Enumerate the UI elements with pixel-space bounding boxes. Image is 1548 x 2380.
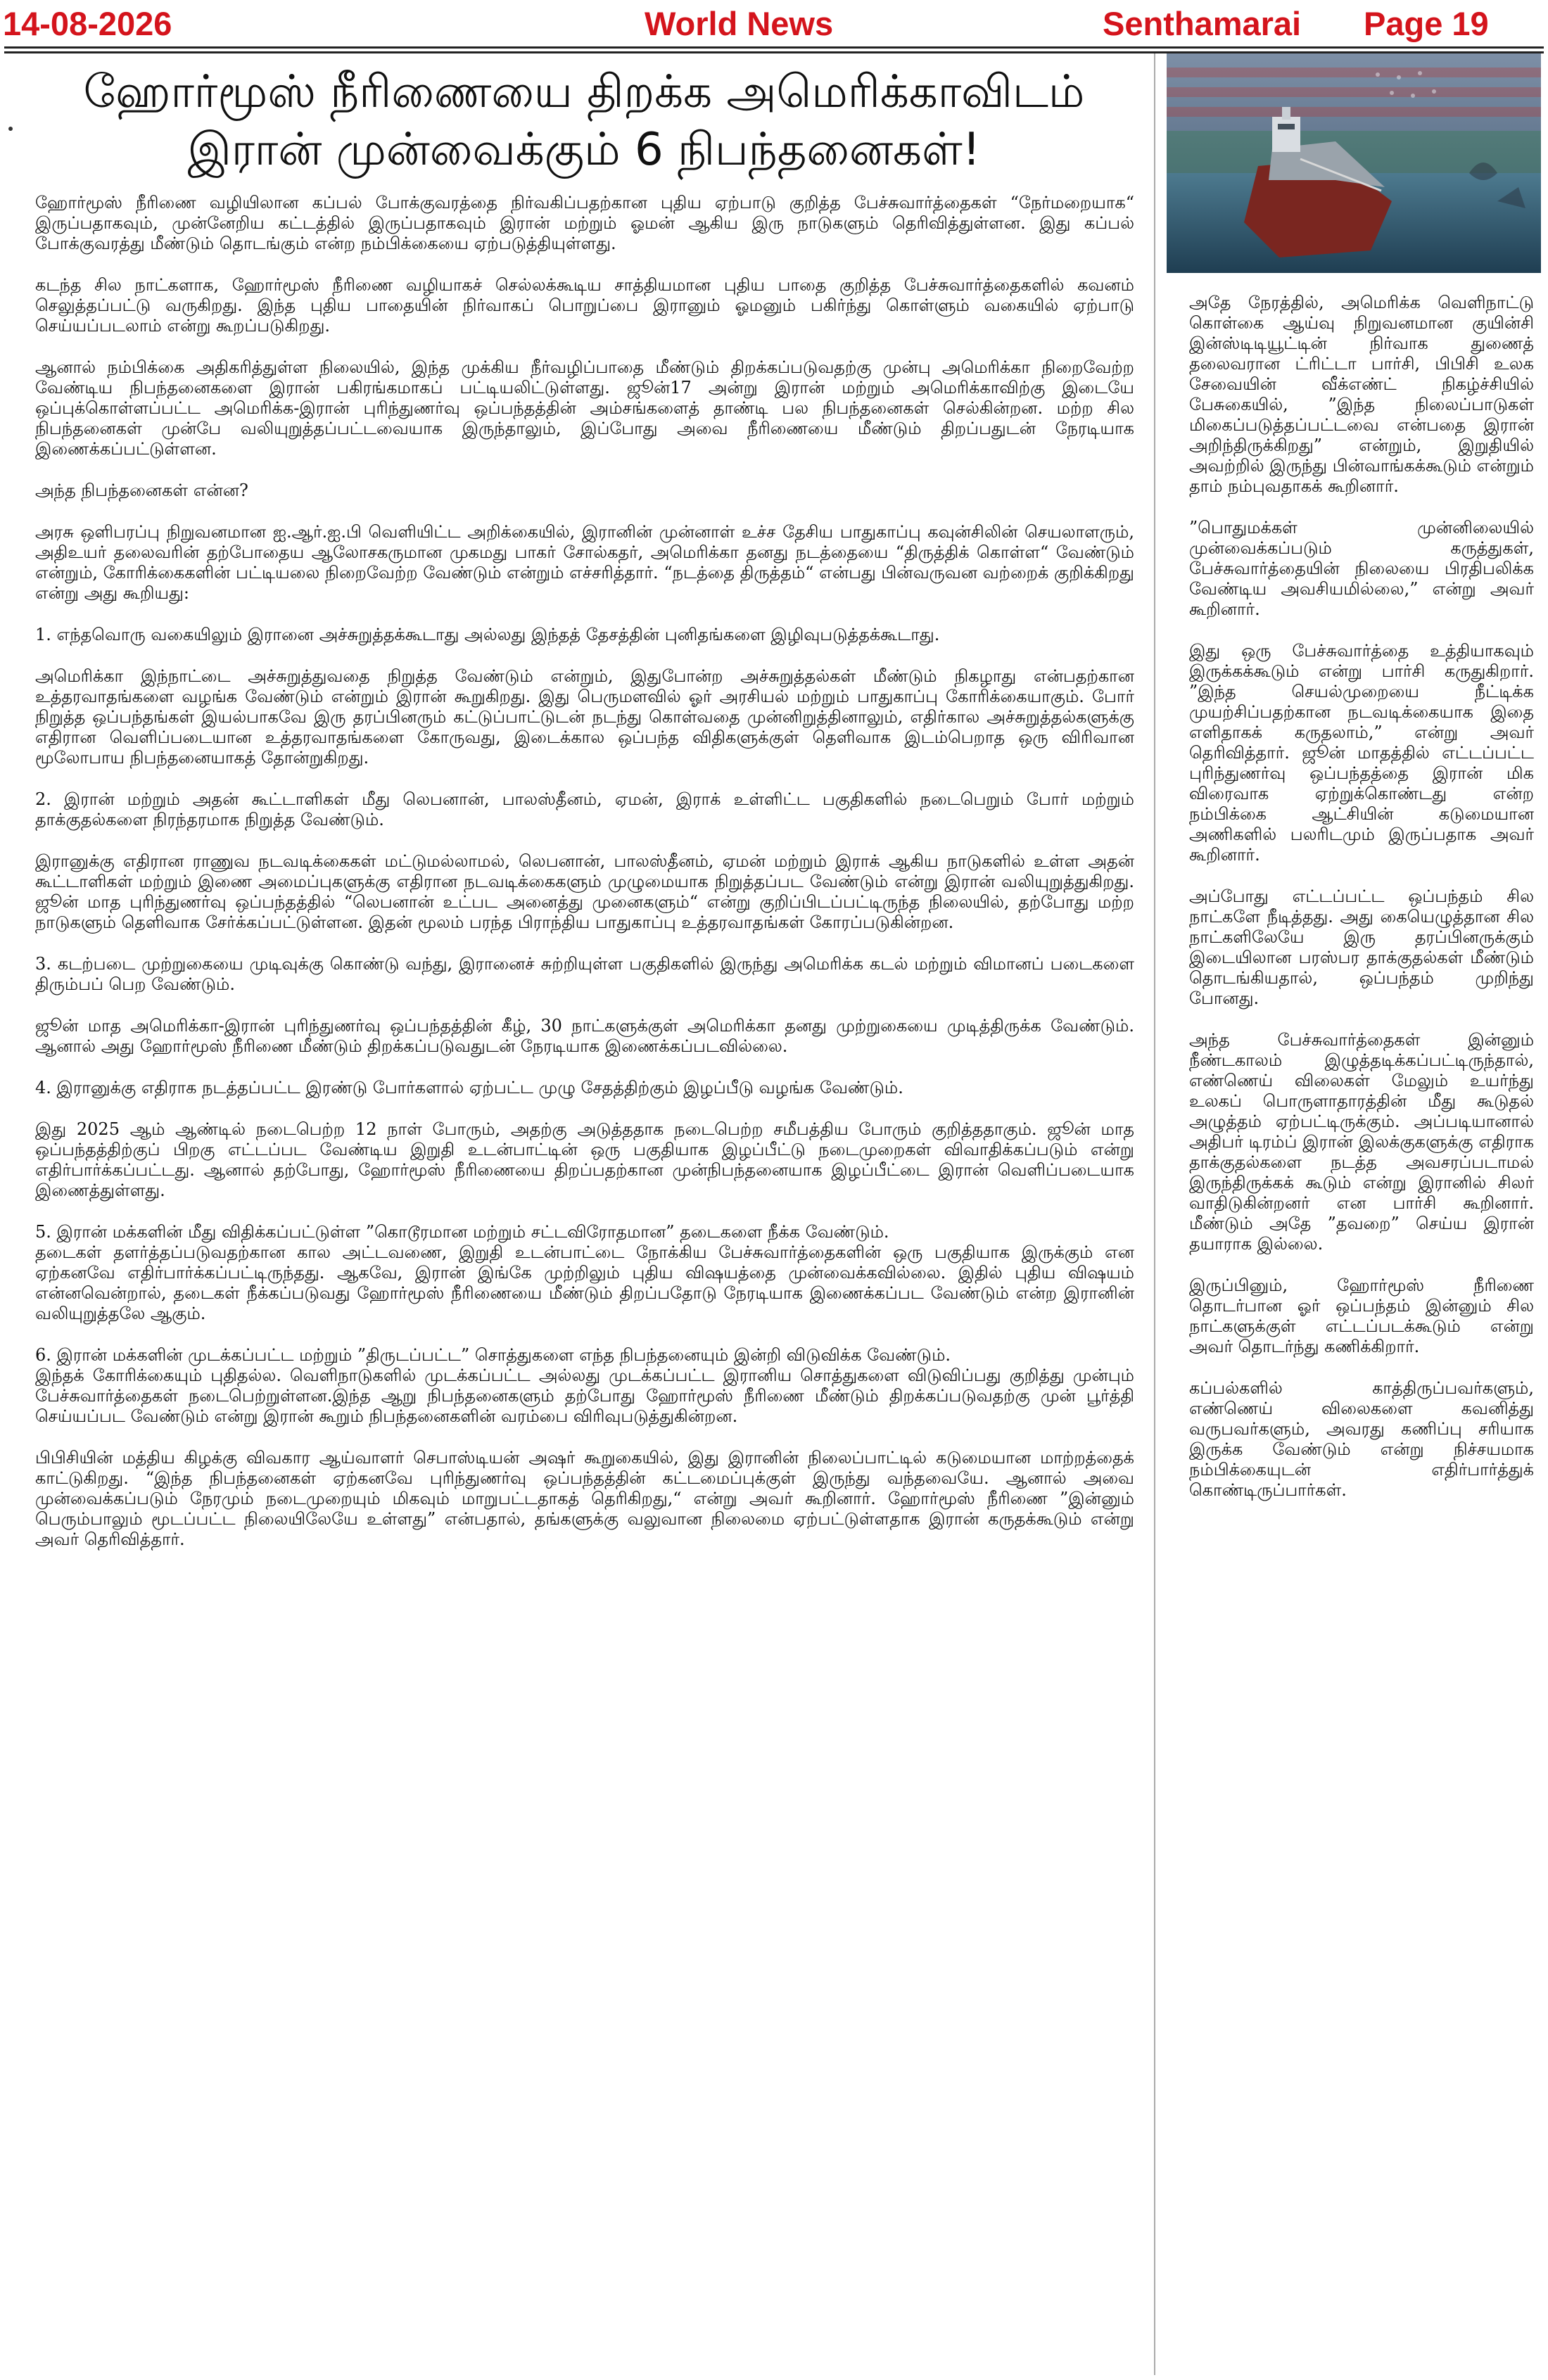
article-paragraph: பிபிசியின் மத்திய கிழக்கு விவகார ஆய்வாளர் செபாஸ்டியன் அஷர் கூறுகையில், இது இரானின் நிலைப்பாட்டில் கடுமையான மாற்றத்தைக் காட்டுகிறது. “இந்த நிபந்தனைகள் ஏற்கனவே புரிந்துணர்வு ஒப்பந்தத்தின் கட்டமைப்புக்குள் இருந்து வந்தவையே. ஆனால் அவை முன்வைக்கப்படும் நேரமும் நடைமுறையும் மிகவும் மாறுபட்டதாகத் தெரிகிறது,“ என்று அவர் கூறினார். ஹோர்மூஸ் நீரிணை ”இன்னும் பெரும்பாலும் மூடப்பட்ட நிலையிலேயே உள்ளது” என்பதால், தங்களுக்கு வலுவான நிலைமை ஏற்பட்டுள்ளதாக இரான் கருதக்கூடும் என்று அவர் தெரிவித்தார். [35, 1448, 1134, 1549]
sidebar-paragraph: ”பொதுமக்கள் முன்னிலையில் முன்வைக்கப்படும் கருத்துகள், பேச்சுவார்த்தையின் நிலையை பிரதிபலிக்க வேண்டிய அவசியமில்லை,” என்று அவர் கூறினார். [1189, 518, 1534, 619]
issue-date: 14-08-2026 [3, 5, 172, 42]
header-rule-top [4, 46, 1544, 49]
article-subheading: அந்த நிபந்தனைகள் என்ன? [35, 481, 248, 500]
sidebar-paragraph: இருப்பினும், ஹோர்மூஸ் நீரிணை தொடர்பான ஓர் ஒப்பந்தம் இன்னும் சில நாட்களுக்குள் எட்டப்படக்கூடும் என்று அவர் தொடர்ந்து கணிக்கிறார். [1189, 1275, 1534, 1356]
article-paragraph: ஜூன் மாத அமெரிக்கா-இரான் புரிந்துணர்வு ஒப்பந்தத்தின் கீழ், 30 நாட்களுக்குள் அமெரிக்கா தனது முற்றுகையை முடித்திருக்க வேண்டும். ஆனால் அது ஹோர்மூஸ் நீரிணை மீண்டும் திறக்கப்படுவதுடன் நேரடியாக இணைக்கப்படவில்லை. [35, 1016, 1134, 1056]
margin-dot [8, 127, 13, 131]
page-number: Page 19 [1364, 5, 1489, 42]
headline-line-2: இரான் முன்வைக்கும் 6 நிபந்தனைகள்! [187, 124, 981, 176]
condition-item: 1. எந்தவொரு வகையிலும் இரானை அச்சுறுத்தக்கூடாது அல்லது இந்தத் தேசத்தின் புனிதங்களை இழிவுபடுத்தக்கூடாது. [35, 625, 940, 644]
article-paragraph: கடந்த சில நாட்களாக, ஹோர்மூஸ் நீரிணை வழியாகச் செல்லக்கூடிய சாத்தியமான புதிய பாதை குறித்த பேச்சுவார்த்தைகளில் கவனம் செலுத்தப்பட்டு வருகிறது. இந்த புதிய பாதையின் நிர்வாகப் பொறுப்பை இரானும் ஓமனும் பகிர்ந்து கொள்ளும் வகையில் ஏற்பாடு செய்யப்படலாம் என்று கூறப்படுகிறது. [35, 275, 1134, 336]
condition-item: 4. இரானுக்கு எதிராக நடத்தப்பட்ட இரண்டு போர்களால் ஏற்பட்ட முழு சேதத்திற்கும் இழப்பீடு வழங்க வேண்டும். [35, 1078, 903, 1097]
sidebar-paragraph: அதே நேரத்தில், அமெரிக்க வெளிநாட்டு கொள்கை ஆய்வு நிறுவனமான குயின்சி இன்ஸ்டிடியூட்டின் நிர்வாக துணைத் தலைவரான ட்ரிட்டா பார்சி, பிபிசி உலக சேவையின் வீக்எண்ட் நிகழ்ச்சியில் பேசுகையில், ”இந்த நிலைப்பாடுகள் மிகைப்படுத்தப்பட்டவை என்பதை இரான் அறிந்திருக்கிறது” என்றும், இறுதியில் அவற்றில் இருந்து பின்வாங்கக்கூடும் என்றும் தாம் நம்புவதாகக் கூறினார். [1189, 293, 1534, 496]
article-paragraph: அமெரிக்கா இந்நாட்டை அச்சுறுத்துவதை நிறுத்த வேண்டும் என்றும், இதுபோன்ற அச்சுறுத்தல்கள் மீண்டும் நிகழாது என்பதற்கான உத்தரவாதங்களை வழங்க வேண்டும் என்றும் இரான் கூறுகிறது. இது பெருமளவில் ஓர் அரசியல் மற்றும் பாதுகாப்பு கோரிக்கையாகும். போர் நிறுத்த ஒப்பந்தங்கள் இயல்பாகவே இரு தரப்பினரும் கட்டுப்பாட்டுடன் நடந்து கொள்வதை முன்னிறுத்தினாலும், எதிர்கால அச்சுறுத்தல்களுக்கு எதிரான வெளிப்படையான உத்தரவாதங்களை கோருவது, இடைக்கால ஒப்பந்த விதிகளுக்குள் தெளிவாக இடம்பெறாத ஒரு விரிவான மூலோபாய நிபந்தனையாகத் தோன்றுகிறது. [35, 666, 1134, 768]
section-name: World News [645, 5, 834, 42]
headline-line-1: ஹோர்மூஸ் நீரிணையை திறக்க அமெரிக்காவிடம் [83, 66, 1085, 118]
sidebar-paragraph: கப்பல்களில் காத்திருப்பவர்களும், எண்ணெய் விலைகளை கவனித்து வருபவர்களும், அவரது கணிப்பு சரியாக இருக்க வேண்டும் என்று நிச்சயமாக நம்பிக்கையுடன் எதிர்பார்த்துக் கொண்டிருப்பார்கள். [1189, 1378, 1534, 1500]
sidebar-paragraph: அந்த பேச்சுவார்த்தைகள் இன்னும் நீண்டகாலம் இழுத்தடிக்கப்பட்டிருந்தால், எண்ணெய் விலைகள் மேலும் உயர்ந்து உலகப் பொருளாதாரத்தின் மீது கூடுதல் அழுத்தம் ஏற்பட்டிருக்கும். அப்படியானால் அதிபர் டிரம்ப் இரான் இலக்குகளுக்கு எதிராக தாக்குதல்களை நடத்த அவசரப்படாமல் இருந்திருக்கக் கூடும் என்று இரானில் சிலர் வாதிடுகின்றனர் என பார்சி கூறினார். மீண்டும் அதே ”தவறை” செய்ய இரான் தயாராக இல்லை. [1189, 1030, 1534, 1254]
article-paragraph: ஆனால் நம்பிக்கை அதிகரித்துள்ள நிலையில், இந்த முக்கிய நீர்வழிப்பாதை மீண்டும் திறக்கப்படுவதற்கு முன்பு அமெரிக்கா நிறைவேற்ற வேண்டிய நிபந்தனைகளை இரான் பகிரங்கமாகப் பட்டியலிட்டுள்ளது. ஜூன்17 அன்று இரான் மற்றும் அமெரிக்காவிற்கு இடையே ஒப்புக்கொள்ளப்பட்ட அமெரிக்க-இரான் புரிந்துணர்வு ஒப்பந்தத்தின் அம்சங்களைத் தாண்டி பல நிபந்தனைகள் செல்கின்றன. மற்ற சில நிபந்தனைகள் முன்பே வலியுறுத்தப்பட்டவையாக இருந்தாலும், இப்போது அவை நீரிணையை மீண்டும் திறப்பதுடன் நேரடியாக இணைக்கப்பட்டுள்ளன. [35, 357, 1135, 459]
headline [35, 63, 1133, 179]
article-paragraph: இது 2025 ஆம் ஆண்டில் நடைபெற்ற 12 நாள் போரும், அதற்கு அடுத்ததாக நடைபெற்ற சமீபத்திய போரும் குறித்ததாகும். ஜூன் மாத ஒப்பந்தத்திற்குப் பிறகு எட்டப்பட வேண்டிய இறுதி உடன்பாட்டின் ஒரு பகுதியாக இழப்பீட்டு நடைமுறைகள் விவாதிக்கப்படும் என்று எதிர்பார்க்கப்பட்டது. ஆனால் தற்போது, ஹோர்மூஸ் நீரிணையை திறப்பதற்கான முன்நிபந்தனையாக இழப்பீட்டை இரான் வெளிப்படையாக இணைத்துள்ளது. [35, 1119, 1134, 1200]
page-header [0, 0, 1548, 46]
condition-item: 6. இரான் மக்களின் முடக்கப்பட்ட மற்றும் ”திருடப்பட்ட” சொத்துகளை எந்த நிபந்தனையும் இன்றி விடுவிக்க வேண்டும். இந்தக் கோரிக்கையும் புதிதல்ல. வெளிநாடுகளில் முடக்கப்பட்ட அல்லது முடக்கப்பட்ட இரானிய சொத்துகளை விடுவிப்பது குறித்து முன்பும் பேச்சுவார்த்தைகள் நடைபெற்றுள்ளன.இந்த ஆறு நிபந்தனைகளும் தற்போது ஹோர்மூஸ் நீரிணை மீண்டும் திறக்கப்படுவதற்கு முன் பூர்த்தி செய்யப்பட வேண்டும் என்று இரான் கூறும் நிபந்தனைகளின் வரம்பை விரிவுபடுத்துகின்றன. [35, 1345, 1134, 1426]
condition-item: 2. இரான் மற்றும் அதன் கூட்டாளிகள் மீது லெபனான், பாலஸ்தீனம், ஏமன், இராக் உள்ளிட்ட பகுதிகளில் நடைபெறும் போர் மற்றும் தாக்குதல்களை நிரந்தரமாக நிறுத்த வேண்டும். [35, 789, 1134, 829]
condition-item: 3. கடற்படை முற்றுகையை முடிவுக்கு கொண்டு வந்து, இரானைச் சுற்றியுள்ள பகுதிகளில் இருந்து அமெரிக்க கடல் மற்றும் விமானப் படைகளை திரும்பப் பெற வேண்டும். [35, 954, 1134, 994]
oil-tanker-photo [1167, 53, 1541, 273]
article-paragraph: இரானுக்கு எதிரான ராணுவ நடவடிக்கைகள் மட்டுமல்லாமல், லெபனான், பாலஸ்தீனம், ஏமன் மற்றும் இராக் ஆகிய நாடுகளில் உள்ள அதன் கூட்டாளிகள் மற்றும் இணை அமைப்புகளுக்கு எதிரான நடவடிக்கைகளும் முழுமையாக நிறுத்தப்பட வேண்டும் என்று இரான் வலியுறுத்துகிறது. ஜூன் மாத புரிந்துணர்வு ஒப்பந்தத்தில் “லெபனான் உட்பட அனைத்து முனைகளும்“ என்று குறிப்பிடப்பட்டிருந்த நிலையில், தற்போது மற்ற நாடுகளும் தெளிவாக சேர்க்கப்பட்டுள்ளன. இதன் மூலம் பரந்த பிராந்திய பாதுகாப்பு உத்தரவாதங்கள் கோரப்படுகின்றன. [35, 851, 1134, 932]
article-paragraph: ஹோர்மூஸ் நீரிணை வழியிலான கப்பல் போக்குவரத்தை நிர்வகிப்பதற்கான புதிய ஏற்பாடு குறித்த பேச்சுவார்த்தைகள் “நேர்மறையாக“ இருப்பதாகவும், முன்னேறிய கட்டத்தில் இருப்பதாகவும் இரான் மற்றும் ஓமன் ஆகிய இரு நாடுகளும் தெரிவித்துள்ளன. இது கப்பல் போக்குவரத்து மீண்டும் தொடங்கும் என்ற நம்பிக்கையை ஏற்படுத்தியுள்ளது. [35, 193, 1134, 253]
article-paragraph: அரசு ஒளிபரப்பு நிறுவனமான ஐ.ஆர்.ஐ.பி வெளியிட்ட அறிக்கையில், இரானின் முன்னாள் உச்ச தேசிய பாதுகாப்பு கவுன்சிலின் செயலாளரும், அதிஉயர் தலைவரின் தற்போதைய ஆலோசகருமான முகமது பாகர் சோல்கதர், அமெரிக்கா தனது நடத்தையை “திருத்திக் கொள்ள“ வேண்டும் என்றும், கோரிக்கைகளின் பட்டியலை நிறைவேற்ற வேண்டும் என்றும் எச்சரித்தார். “நடத்தை திருத்தம்“ என்பது பின்வருவன வற்றைக் குறிக்கிறது என்று அது கூறியது: [35, 522, 1134, 603]
sidebar-paragraph: அப்போது எட்டப்பட்ட ஒப்பந்தம் சில நாட்களே நீடித்தது. அது கையெழுத்தான சில நாட்களிலேயே இரு தரப்பினருக்கும் இடையிலான பரஸ்பர தாக்குதல்கள் மீண்டும் தொடங்கியதால், ஒப்பந்தம் முறிந்து போனது. [1189, 886, 1534, 1008]
article-body [35, 193, 1134, 1571]
condition-item: 5. இரான் மக்களின் மீது விதிக்கப்பட்டுள்ள ”கொடூரமான மற்றும் சட்டவிரோதமான” தடைகளை நீக்க வேண்டும். தடைகள் தளர்த்தப்படுவதற்கான கால அட்டவணை, இறுதி உடன்பாட்டை நோக்கிய பேச்சுவார்த்தைகளின் ஒரு பகுதியாக இருக்கும் என ஏற்கனவே எதிர்பார்க்கப்பட்டிருந்தது. ஆகவே, இரான் இங்கே முற்றிலும் புதிய விஷயத்தை முன்வைக்கவில்லை. இதில் புதிய விஷயம் என்னவென்றால், தடைகள் நீக்கப்படுவது ஹோர்மூஸ் நீரிணையை மீண்டும் திறப்பதோடு நேரடியாக இணைக்கப்பட வேண்டும் என்ற இரானின் வலியுறுத்தலே ஆகும். [35, 1222, 1135, 1323]
sidebar-paragraph: இது ஒரு பேச்சுவார்த்தை உத்தியாகவும் இருக்கக்கூடும் என்று பார்சி கருதுகிறார். ”இந்த செயல்முறையை நீட்டிக்க முயற்சிப்பதற்கான நடவடிக்கையாக இதை எளிதாகக் கருதலாம்,” என்று அவர் தெரிவித்தார். ஜூன் மாதத்தில் எட்டப்பட்ட புரிந்துணர்வு ஒப்பந்தத்தை இரான் மிக விரைவாக ஏற்றுக்கொண்டது என்ற நம்பிக்கை ஆட்சியின் கடுமையான அணிகளில் பலரிடமும் இருப்பதாக அவர் கூறினார். [1189, 641, 1534, 865]
publication-name: Senthamarai [1103, 5, 1302, 42]
sidebar-column [1189, 293, 1534, 1522]
column-divider [1154, 53, 1155, 2375]
